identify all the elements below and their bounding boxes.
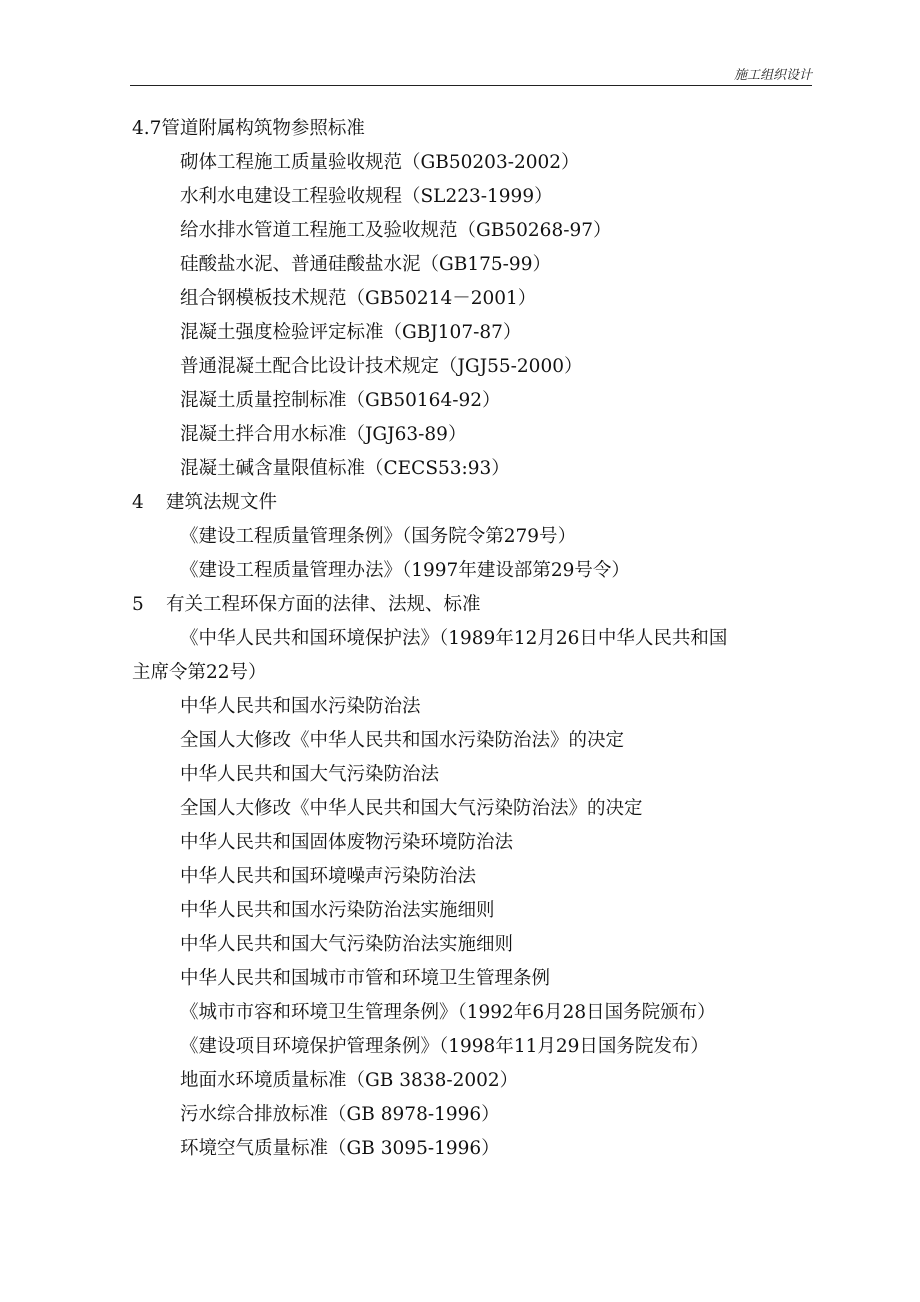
list-item: 砌体工程施工质量验收规范（GB50203-2002） — [180, 152, 580, 173]
list-item: 《建设项目环境保护管理条例》（1998年11月29日国务院发布） — [180, 1036, 709, 1057]
list-item: 中华人民共和国水污染防治法 — [180, 696, 421, 717]
list-item: 全国人大修改《中华人民共和国大气污染防治法》的决定 — [180, 798, 643, 819]
section-heading-4-7: 4.7管道附属构筑物参照标准 — [132, 118, 365, 139]
list-item: 《城市市容和环境卫生管理条例》（1992年6月28日国务院颁布） — [180, 1002, 716, 1023]
list-item-continuation: 主席令第22号） — [132, 662, 267, 683]
list-item: 污水综合排放标准（GB 8978-1996） — [180, 1104, 500, 1125]
list-item: 全国人大修改《中华人民共和国水污染防治法》的决定 — [180, 730, 625, 751]
list-item: 环境空气质量标准（GB 3095-1996） — [180, 1138, 500, 1159]
list-item: 《建设工程质量管理办法》（1997年建设部第29号令） — [180, 560, 630, 581]
list-item: 混凝土碱含量限值标准（CECS53:93） — [180, 458, 510, 479]
header-title: 施工组织设计 — [733, 68, 812, 83]
list-item: 地面水环境质量标准（GB 3838-2002） — [180, 1070, 519, 1091]
list-item: 《建设工程质量管理条例》（国务院令第279号） — [180, 526, 577, 547]
list-item: 混凝土强度检验评定标准（GBJ107-87） — [180, 322, 522, 343]
section-heading-4 — [132, 491, 277, 515]
header-divider — [130, 85, 812, 86]
list-item: 《中华人民共和国环境保护法》（1989年12月26日中华人民共和国 — [180, 628, 728, 649]
section-title: 建筑法规文件 — [166, 492, 278, 513]
list-item: 中华人民共和国固体废物污染环境防治法 — [180, 832, 514, 853]
section-number: 5 — [132, 594, 144, 615]
list-item: 中华人民共和国城市市管和环境卫生管理条例 — [180, 968, 551, 989]
list-item: 混凝土质量控制标准（GB50164-92） — [180, 390, 501, 411]
list-item: 中华人民共和国环境噪声污染防治法 — [180, 866, 477, 887]
list-item: 水利水电建设工程验收规程（SL223-1999） — [180, 186, 553, 207]
list-item: 中华人民共和国大气污染防治法 — [180, 764, 440, 785]
list-item: 混凝土拌合用水标准（JGJ63-89） — [180, 424, 467, 445]
list-item: 硅酸盐水泥、普通硅酸盐水泥（GB175-99） — [180, 254, 551, 275]
section-heading-5 — [132, 593, 481, 617]
section-title: 有关工程环保方面的法律、法规、标准 — [166, 594, 481, 615]
list-item: 普通混凝土配合比设计技术规定（JGJ55-2000） — [180, 356, 583, 377]
list-item: 组合钢模板技术规范（GB50214－2001） — [180, 288, 537, 309]
list-item: 中华人民共和国大气污染防治法实施细则 — [180, 934, 514, 955]
list-item: 给水排水管道工程施工及验收规范（GB50268-97） — [180, 220, 612, 241]
list-item: 中华人民共和国水污染防治法实施细则 — [180, 900, 495, 921]
section-number: 4 — [132, 492, 144, 513]
